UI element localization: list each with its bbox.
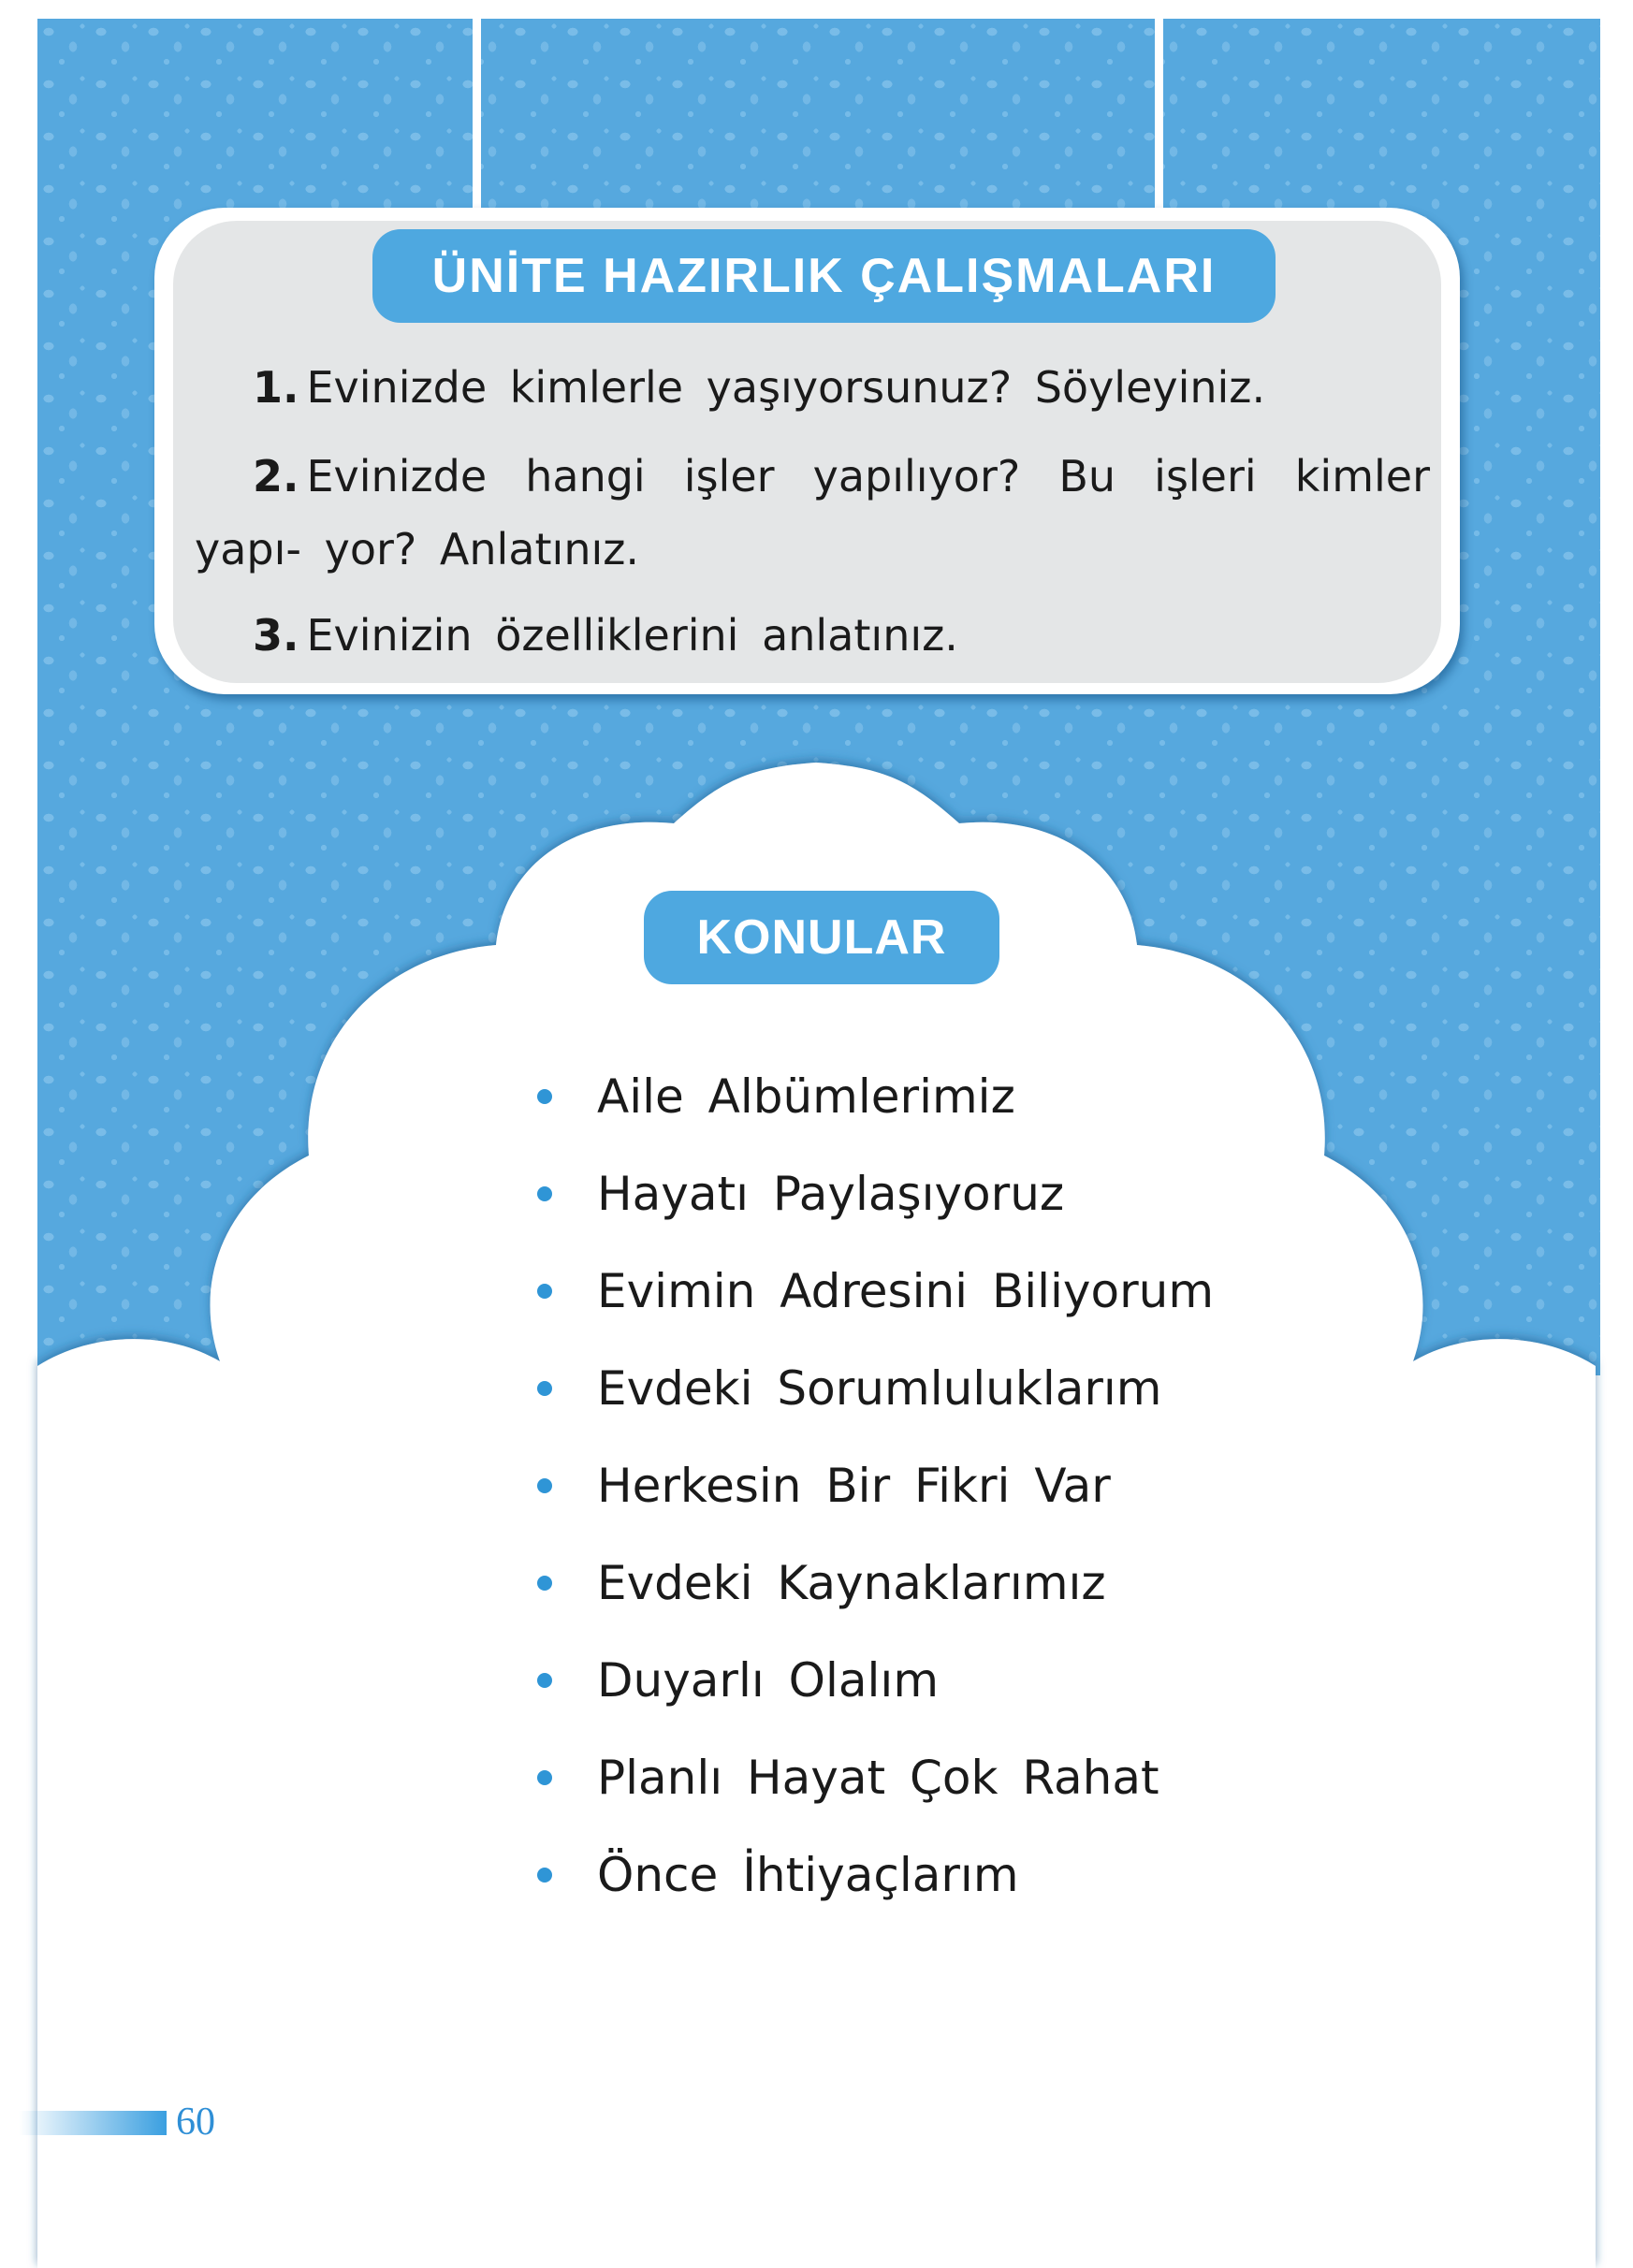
list-item: [533, 1048, 1214, 1145]
topic-label: Evdeki Sorumluluklarım: [597, 1361, 1162, 1416]
topic-label: Planlı Hayat Çok Rahat: [597, 1751, 1159, 1805]
bullet-icon: [537, 1381, 552, 1396]
bullet-icon: [537, 1186, 552, 1201]
question-number: 3.: [253, 610, 299, 661]
topic-label: Önce İhtiyaçlarım: [597, 1848, 1019, 1902]
topics-title: KONULAR: [644, 891, 999, 984]
list-item: [533, 1826, 1214, 1924]
preparation-title: ÜNİTE HAZIRLIK ÇALIŞMALARI: [372, 229, 1276, 323]
topic-label: Duyarlı Olalım: [597, 1653, 940, 1708]
bullet-icon: [537, 1868, 552, 1883]
bullet-icon: [537, 1576, 552, 1591]
bullet-icon: [537, 1478, 552, 1493]
topic-label: Herkesin Bir Fikri Var: [597, 1459, 1111, 1513]
list-item: [533, 1534, 1214, 1632]
bullet-icon: [537, 1089, 552, 1104]
bullet-icon: [537, 1770, 552, 1785]
question-number: 1.: [253, 362, 299, 413]
list-item: [533, 1340, 1214, 1437]
question-text: Evinizin özelliklerini anlatınız.: [306, 610, 958, 661]
page-number: 60: [176, 2101, 215, 2144]
question-number: 2.: [253, 451, 299, 502]
list-item: [533, 1243, 1214, 1340]
page-number-bar: [19, 2111, 167, 2135]
topic-label: Hayatı Paylaşıyoruz: [597, 1167, 1065, 1221]
question-text: Evinizde hangi işler yapılıyor? Bu işleri kimler yapı- yor? Anlatınız.: [195, 451, 1430, 574]
bullet-icon: [537, 1673, 552, 1688]
topic-label: Evdeki Kaynaklarımız: [597, 1556, 1106, 1610]
list-item: [533, 1729, 1214, 1826]
topics-list: [533, 1048, 1214, 1924]
topic-label: Evimin Adresini Biliyorum: [597, 1264, 1215, 1318]
question-text: Evinizde kimlerle yaşıyorsunuz? Söyleyiniz.: [306, 362, 1266, 413]
list-item: [533, 1437, 1214, 1534]
list-item: [533, 1145, 1214, 1243]
list-item: [533, 1632, 1214, 1729]
bullet-icon: [537, 1284, 552, 1299]
topic-label: Aile Albümlerimiz: [597, 1069, 1015, 1124]
